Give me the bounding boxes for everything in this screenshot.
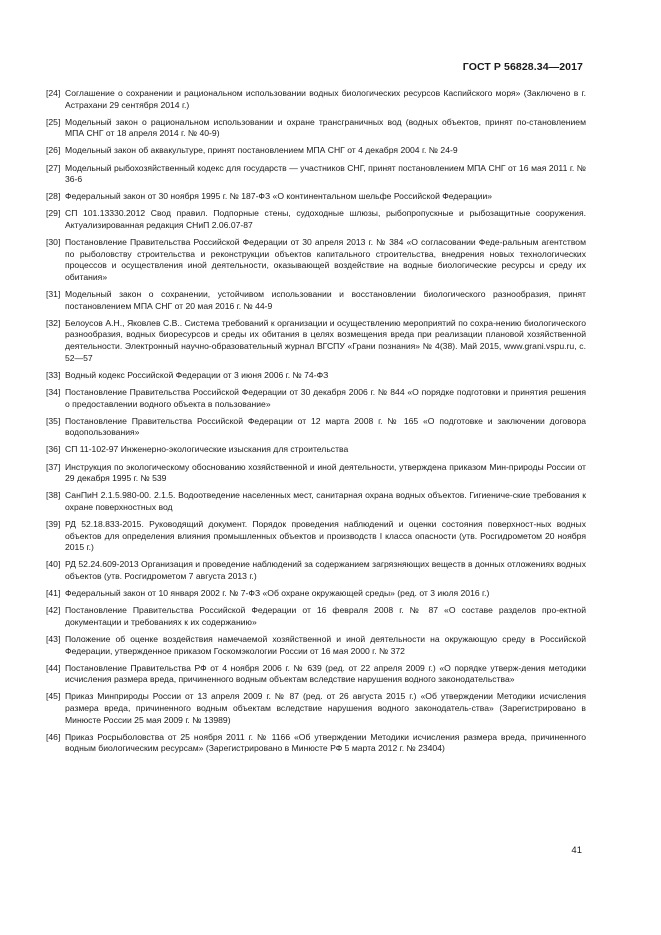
reference-text: Федеральный закон от 10 января 2002 г. № 7-ФЗ «Об охране окружающей среды» (ред. от 3 июля 2016 г.) bbox=[65, 588, 490, 599]
reference-number: [34] bbox=[46, 386, 61, 397]
reference-text: Положение об оценке воздействия намечаемой хозяйственной и иной деятельности на окружающую среду в Российской Федерации, утвержденное приказом Госкомэкологии России от 16 мая 2000 г. № 372 bbox=[65, 633, 586, 656]
reference-item bbox=[46, 416, 586, 439]
reference-item bbox=[46, 318, 586, 364]
reference-text: Водный кодекс Российской Федерации от 3 июня 2006 г. № 74-ФЗ bbox=[65, 369, 329, 380]
reference-item bbox=[46, 88, 586, 111]
reference-number: [27] bbox=[46, 162, 61, 173]
reference-item bbox=[46, 191, 586, 203]
reference-number: [30] bbox=[46, 237, 61, 248]
reference-text: Модельный рыбохозяйственный кодекс для государств — участников СНГ, принят постановлением МПА СНГ от 16 мая 2011 г. № 36-6 bbox=[65, 162, 586, 185]
reference-number: [41] bbox=[46, 588, 61, 599]
reference-number: [32] bbox=[46, 317, 61, 328]
reference-item bbox=[46, 732, 586, 755]
reference-text: Приказ Росрыболовства от 25 ноября 2011 г. № 1166 «Об утверждении Методики исчисления размера вреда, причиненного водным биологическим ресурсам» (Зарегистрировано в Минюсте РФ 5 марта 2012 г. № 23404) bbox=[65, 731, 586, 754]
reference-number: [44] bbox=[46, 662, 61, 673]
reference-item bbox=[46, 237, 586, 283]
reference-item bbox=[46, 559, 586, 582]
reference-item bbox=[46, 444, 586, 456]
reference-item bbox=[46, 462, 586, 485]
reference-text: Модельный закон о сохранении, устойчивом использовании и восстановлении биологического разнообразия, принят постановлением МПА СНГ от 20 мая 2016 г. № 44-9 bbox=[65, 289, 586, 311]
reference-number: [29] bbox=[46, 208, 61, 219]
reference-text: Модельный закон об аквакультуре, принят постановлением МПА СНГ от 4 декабря 2004 г. № 24-9 bbox=[65, 145, 458, 156]
reference-item bbox=[46, 691, 586, 726]
reference-number: [35] bbox=[46, 415, 61, 426]
reference-number: [43] bbox=[46, 633, 61, 644]
reference-number: [28] bbox=[46, 191, 61, 202]
reference-number: [37] bbox=[46, 461, 61, 472]
reference-item bbox=[46, 605, 586, 628]
reference-item bbox=[46, 490, 586, 513]
reference-text: СанПиН 2.1.5.980-00. 2.1.5. Водоотведение населенных мест, санитарная охрана водных объектов. Гигиениче-ские требования к охране поверхностных вод bbox=[65, 490, 586, 512]
reference-item bbox=[46, 370, 586, 382]
reference-number: [46] bbox=[46, 731, 61, 742]
reference-item bbox=[46, 145, 586, 157]
page-number: 41 bbox=[571, 845, 582, 856]
reference-item bbox=[46, 387, 586, 410]
reference-text: СП 11-102-97 Инженерно-экологические изыскания для строительства bbox=[65, 444, 349, 455]
reference-text: РД 52.18.833-2015. Руководящий документ. Порядок проведения наблюдений и оценки состояния поверхност-ных водных объектов для определения влияния промышленных объектов и производств I класса опасности (утв. Росгидрометом 20 ноября 2015 г.) bbox=[65, 519, 586, 553]
reference-item bbox=[46, 663, 586, 686]
reference-number: [26] bbox=[46, 145, 61, 156]
reference-number: [39] bbox=[46, 519, 61, 530]
reference-number: [24] bbox=[46, 88, 61, 98]
reference-text: Постановление Правительства РФ от 4 ноября 2006 г. № 639 (ред. от 22 апреля 2009 г.) «О порядке утверж-дения методики исчисления размера вреда, причиненного водным объектам вследствие нарушения водного законодательства» bbox=[65, 662, 586, 685]
reference-number: [40] bbox=[46, 559, 61, 570]
reference-number: [42] bbox=[46, 605, 61, 616]
reference-text: Постановление Правительства Российской Федерации от 16 февраля 2008 г. № 87 «О составе разделов про-ектной документации и требованиях к их содержанию» bbox=[65, 605, 586, 627]
reference-item bbox=[46, 289, 586, 312]
reference-item bbox=[46, 634, 586, 657]
reference-number: [25] bbox=[46, 116, 61, 127]
reference-number: [38] bbox=[46, 490, 61, 501]
reference-item bbox=[46, 163, 586, 186]
reference-item bbox=[46, 208, 586, 231]
reference-text: СП 101.13330.2012 Свод правил. Подпорные стены, судоходные шлюзы, рыбопропускные и рыбозащитные сооружения. Актуализированная редакция СНиП 2.06.07-87 bbox=[65, 208, 586, 231]
reference-text: Постановление Правительства Российской Федерации от 12 марта 2008 г. № 165 «О подготовке и заключении договора водопользования» bbox=[65, 415, 586, 438]
reference-text: Постановление Правительства Российской Федерации от 30 апреля 2013 г. № 384 «О согласовании Феде-ральным агентством по рыболовству строительства и реконструкции объектов капитального строительства, внедрения новых технологических процессов и осуществления иной деятельности, оказывающей воздействие на водные биологические ресурсы и среду их обитания» bbox=[65, 237, 586, 282]
reference-number: [33] bbox=[46, 369, 61, 380]
reference-text: Постановление Правительства Российской Федерации от 30 декабря 2006 г. № 844 «О порядке подготовки и принятия решения о предоставлении водного объекта в пользование» bbox=[65, 386, 586, 409]
reference-number: [36] bbox=[46, 444, 61, 455]
reference-item bbox=[46, 588, 586, 600]
reference-text: Модельный закон о рациональном использовании и охране трансграничных вод (водных объектов, принят по-становлением МПА СНГ от 18 апреля 2014 г. № 40-9) bbox=[65, 116, 586, 139]
document-header: ГОСТ Р 56828.34—2017 bbox=[462, 61, 583, 73]
reference-number: [45] bbox=[46, 691, 61, 702]
references-list bbox=[46, 88, 586, 760]
reference-text: Приказ Минприроды России от 13 апреля 2009 г. № 87 (ред. от 26 августа 2015 г.) «Об утверждении Методики исчисления размера вреда, причиненного водным объектам вследствие нарушения водного законодатель-ства» (Зарегистрировано в Минюсте России 25 мая 2009 г. № 13989) bbox=[65, 691, 586, 725]
reference-text: Инструкция по экологическому обоснованию хозяйственной и иной деятельности, утверждена приказом Мин-природы России от 29 декабря 1995 г. № 539 bbox=[65, 461, 586, 484]
reference-number: [31] bbox=[46, 289, 61, 300]
reference-text: Белоусов А.Н., Яковлев С.В.. Система требований к организации и осуществлению мероприятий по сохра-нению биологического разнообразия, водных биоресурсов и среды их обитания в целях возмещения вреда при реализации плановой хозяйственной деятельности. Электронный научно-образовательный журнал ВГСПУ «Грани познания» № 4(38). Май 2015, www.grani.vspu.ru, с. 52—57 bbox=[65, 317, 586, 363]
reference-text: РД 52.24.609-2013 Организация и проведение наблюдений за содержанием загрязняющих веществ в донных отложениях водных объектов (утв. Росгидрометом 7 августа 2013 г.) bbox=[65, 559, 586, 581]
reference-item bbox=[46, 519, 586, 554]
reference-text: Соглашение о сохранении и рациональном использовании водных биологических ресурсов Каспийского моря» (Заключено в г. Астрахани 29 сентября 2014 г.) bbox=[65, 88, 586, 110]
reference-text: Федеральный закон от 30 ноября 1995 г. № 187-ФЗ «О континентальном шельфе Российской Федерации» bbox=[65, 191, 493, 202]
reference-item bbox=[46, 117, 586, 140]
